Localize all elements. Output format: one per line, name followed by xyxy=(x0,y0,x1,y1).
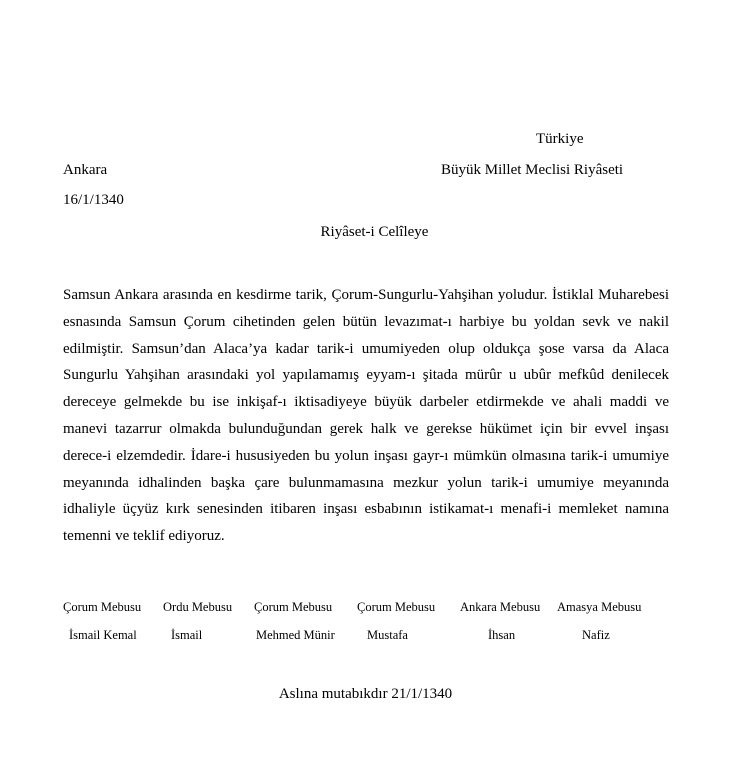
signatory-name: Mustafa xyxy=(367,628,408,642)
header-date: 16/1/1340 xyxy=(63,192,124,208)
body-paragraph: Samsun Ankara arasında en kesdirme tarik, Çorum-Sungurlu-Yahşihan yoludur. İstiklal Muharebesi esnasında Samsun Çorum cihetinden gelen bütün levazımat-ı harbiye bu yoldan sevk ve nakil edilmiştir. Samsun’dan Alaca’ya kadar tarik-i umumiyeden olup oldukça şose varsa da Alaca Sungurlu Yahşihan arasındaki yol yapılamamış eyyam-ı şitada mürûr u ubûr mefkûd denilecek dereceye gelmekde bu ise inkişaf-ı iktisadiyeye büyük darbeler etdirmekde ve ahali maddi ve manevi tazarrur olmakda bulunduğundan gerek halk ve gerekse hükümet için bir evvel inşası derece-i elzemdedir. İdare-i hususiyeden bu yolun inşası gayr-ı mümkün olmasına tarik-i umumiye meyanında idhalinden başka çare bulunmamasına mezkur yolun tarik-i umumiye meyanında idhaliyle üçyüz kırk senesinden itibaren inşası esbabının istikamat-ı menafi-i memleket namına temenni ve teklif ediyoruz. xyxy=(63,287,669,545)
header-city: Ankara xyxy=(63,162,108,178)
signatory-title: Ordu Mebusu xyxy=(163,600,233,614)
signatory-name: Mehmed Münir xyxy=(256,628,335,642)
header-country: Türkiye xyxy=(536,131,584,147)
signatory-title: Çorum Mebusu xyxy=(254,600,333,614)
header-institution: Büyük Millet Meclisi Riyâseti xyxy=(441,162,624,178)
signatory-name: İhsan xyxy=(488,628,516,642)
signatory-title: Ankara Mebusu xyxy=(460,600,541,614)
signatory-name: İsmail xyxy=(171,628,203,642)
salutation: Riyâset-i Celîleye xyxy=(320,224,429,240)
signatory-title: Çorum Mebusu xyxy=(63,600,142,614)
signatory-name: İsmail Kemal xyxy=(69,628,137,642)
signatory-title: Çorum Mebusu xyxy=(357,600,436,614)
signatory-name: Nafiz xyxy=(582,628,610,642)
letter-body xyxy=(63,282,669,550)
signatory-title: Amasya Mebusu xyxy=(557,600,642,614)
certification-note: Aslına mutabıkdır 21/1/1340 xyxy=(278,686,453,702)
